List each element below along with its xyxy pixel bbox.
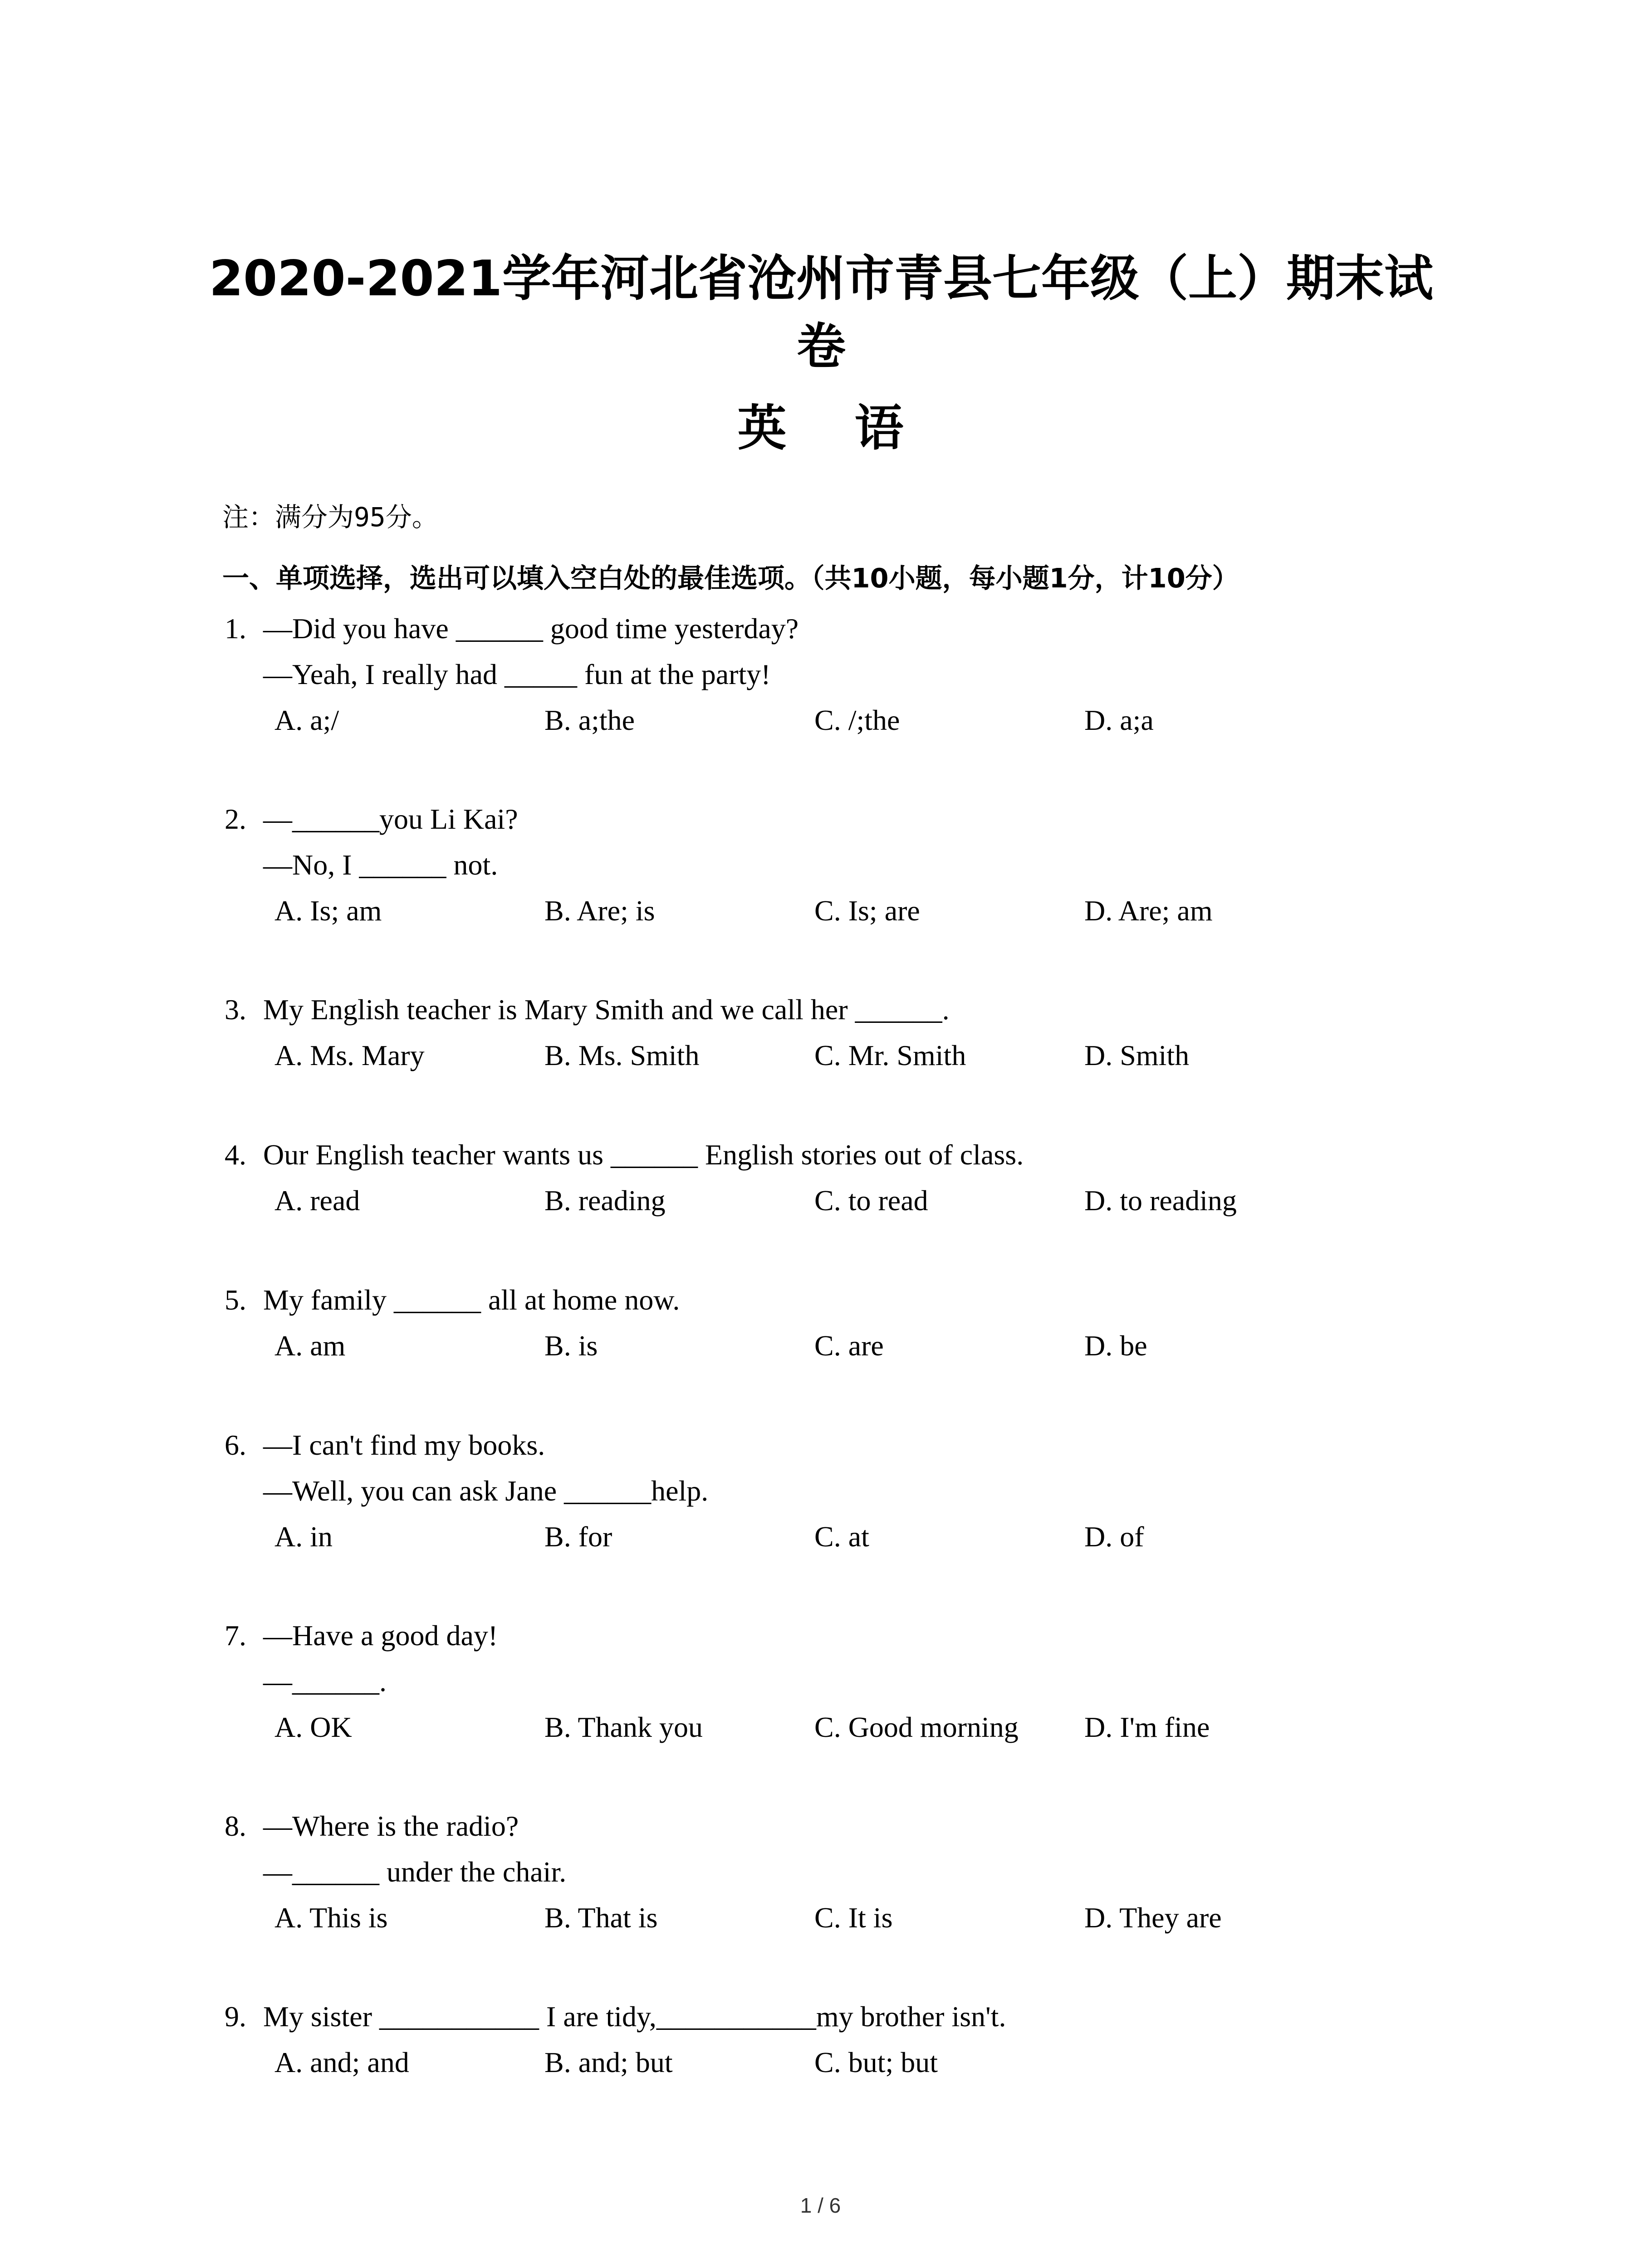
- answer-option: B. is: [544, 1330, 598, 1362]
- answer-option: B. That is: [544, 1901, 658, 1934]
- question-text: My family ______ all at home now.: [263, 1284, 680, 1316]
- question-text: —______ under the chair.: [263, 1856, 567, 1888]
- answer-option: A. Ms. Mary: [274, 1039, 425, 1071]
- exam-title: 2020-2021学年河北省沧州市青县七年级（上）期末试卷: [209, 250, 1433, 375]
- question-line: [222, 1613, 1447, 1658]
- question-line: [222, 1132, 1447, 1178]
- answer-option: C. Is; are: [814, 894, 920, 927]
- question-item: [222, 1803, 1447, 1941]
- answer-option: D. Are; am: [1084, 894, 1213, 927]
- answer-option: D. I'm fine: [1084, 1711, 1210, 1743]
- answer-option: C. but; but: [814, 2046, 938, 2078]
- answer-option: A. OK: [274, 1711, 352, 1743]
- subject-char: 英: [737, 400, 787, 457]
- answer-option: C. are: [814, 1330, 884, 1362]
- subject-char: 语: [854, 400, 904, 457]
- question-line: [222, 796, 1447, 842]
- answer-option: A. This is: [274, 1901, 388, 1934]
- option-row: [222, 888, 1447, 934]
- option-row: [222, 1895, 1447, 1941]
- question-text: Our English teacher wants us ______ English stories out of class.: [263, 1139, 1024, 1171]
- answer-option: C. /;the: [814, 704, 900, 736]
- question-line: [222, 1849, 1447, 1895]
- answer-option: D. Smith: [1084, 1039, 1190, 1071]
- question-text: —Have a good day!: [263, 1619, 498, 1652]
- question-number: 2.: [225, 803, 246, 835]
- question-line: [222, 651, 1447, 697]
- question-line: [222, 1658, 1447, 1704]
- question-number: 3.: [225, 993, 246, 1026]
- answer-option: D. a;a: [1084, 704, 1154, 736]
- answer-option: B. Ms. Smith: [544, 1039, 700, 1071]
- option-row: [222, 1704, 1447, 1750]
- question-line: [222, 1277, 1447, 1323]
- question-item: [222, 606, 1447, 743]
- answer-option: C. Good morning: [814, 1711, 1019, 1743]
- question-text: —Yeah, I really had _____ fun at the party!: [263, 658, 771, 690]
- question-line: [222, 606, 1447, 651]
- answer-option: B. and; but: [544, 2046, 673, 2078]
- question-text: —______you Li Kai?: [263, 803, 518, 835]
- answer-option: A. Is; am: [274, 894, 382, 927]
- question-line: [222, 987, 1447, 1032]
- option-row: [222, 1032, 1447, 1078]
- score-note: 注：满分为95分。: [222, 502, 438, 533]
- question-line: [222, 1422, 1447, 1468]
- answer-option: D. of: [1084, 1520, 1144, 1553]
- option-row: [222, 697, 1447, 743]
- question-line: [222, 1994, 1447, 2039]
- question-text: My sister ___________ I are tidy,___________my brother isn't.: [263, 2000, 1006, 2033]
- question-number: 4.: [225, 1139, 246, 1171]
- question-number: 6.: [225, 1429, 246, 1461]
- option-row: [222, 1323, 1447, 1369]
- answer-option: A. a;/: [274, 704, 339, 736]
- question-item: [222, 1422, 1447, 1559]
- answer-option: D. to reading: [1084, 1184, 1237, 1217]
- question-item: [222, 1613, 1447, 1750]
- answer-option: A. am: [274, 1330, 346, 1362]
- answer-option: B. Thank you: [544, 1711, 703, 1743]
- question-item: [222, 1132, 1447, 1223]
- answer-option: A. in: [274, 1520, 333, 1553]
- question-text: —I can't find my books.: [263, 1429, 545, 1461]
- question-item: [222, 987, 1447, 1078]
- answer-option: B. reading: [544, 1184, 666, 1217]
- answer-option: A. read: [274, 1184, 360, 1217]
- question-text: My English teacher is Mary Smith and we call her ______.: [263, 993, 950, 1026]
- question-text: —Where is the radio?: [263, 1810, 519, 1842]
- question-line: [222, 1803, 1447, 1849]
- question-text: —No, I ______ not.: [263, 849, 498, 881]
- question-item: [222, 1277, 1447, 1369]
- question-item: [222, 1994, 1447, 2085]
- question-text: —______.: [263, 1665, 387, 1697]
- question-item: [222, 796, 1447, 934]
- question-line: [222, 842, 1447, 888]
- option-row: [222, 1514, 1447, 1559]
- subject-heading: [0, 395, 1641, 463]
- question-text: —Did you have ______ good time yesterday?: [263, 612, 799, 645]
- answer-option: C. at: [814, 1520, 869, 1553]
- question-number: 5.: [225, 1284, 246, 1316]
- page-number: 1 / 6: [800, 2194, 841, 2217]
- option-row: [222, 2039, 1447, 2085]
- answer-option: C. Mr. Smith: [814, 1039, 966, 1071]
- answer-option: B. for: [544, 1520, 612, 1553]
- question-line: [222, 1468, 1447, 1514]
- question-number: 9.: [225, 2000, 246, 2033]
- answer-option: A. and; and: [274, 2046, 409, 2078]
- question-text: —Well, you can ask Jane ______help.: [263, 1475, 709, 1507]
- answer-option: B. Are; is: [544, 894, 655, 927]
- question-number: 8.: [225, 1810, 246, 1842]
- answer-option: B. a;the: [544, 704, 635, 736]
- answer-option: C. It is: [814, 1901, 893, 1934]
- section-heading: 一、单项选择，选出可以填入空白处的最佳选项。（共10小题，每小题1分，计10分）: [222, 562, 1239, 594]
- question-number: 1.: [225, 612, 246, 645]
- answer-option: C. to read: [814, 1184, 928, 1217]
- question-number: 7.: [225, 1619, 246, 1652]
- answer-option: D. be: [1084, 1330, 1147, 1362]
- option-row: [222, 1178, 1447, 1223]
- answer-option: D. They are: [1084, 1901, 1222, 1934]
